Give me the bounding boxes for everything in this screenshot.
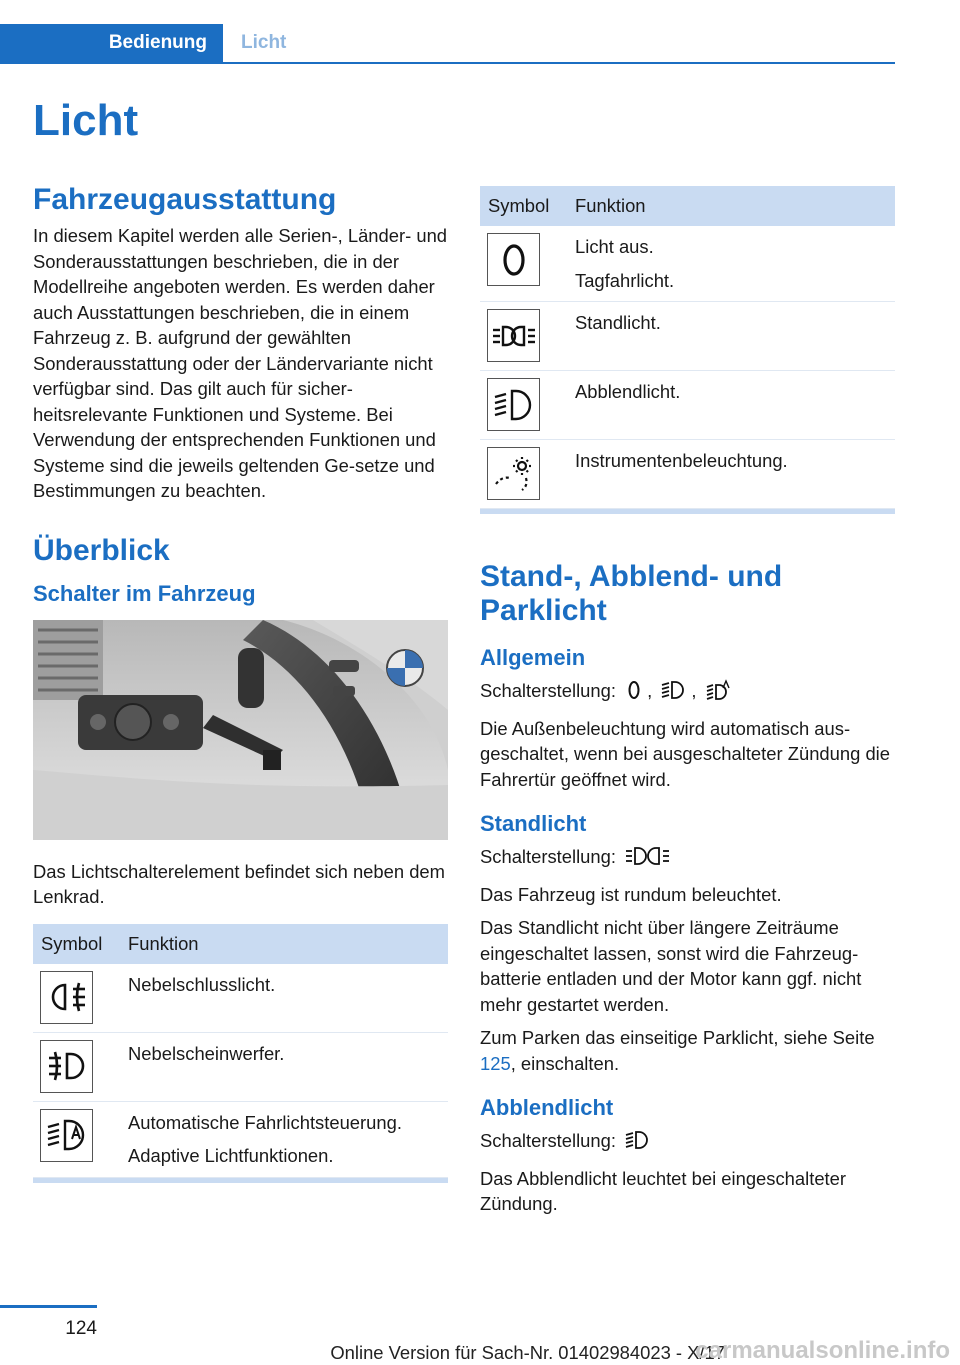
header-tabs: [0, 24, 895, 64]
low-beam-icon: [487, 378, 540, 431]
function-label: Nebelscheinwerfer.: [128, 1042, 285, 1064]
table-row: [33, 1101, 448, 1177]
parking-light-icon: [625, 845, 673, 874]
left-column: [33, 183, 448, 1183]
rear-fog-light-icon: [40, 971, 93, 1024]
page-number: 124: [65, 1318, 97, 1339]
watermark: carmanualsonline.info: [695, 1337, 950, 1364]
allgemein-text: Die Außenbeleuchtung wird automatisch aus-geschaltet, wenn bei ausgeschalteter Zündung die Fahrertür geöffnet wird.: [480, 717, 890, 790]
table-row: [480, 371, 895, 440]
function-label: Tagfahrlicht.: [575, 269, 675, 291]
abblendlicht-text: Das Abblendlicht leuchtet bei eingeschalteter Zündung.: [480, 1167, 847, 1214]
photo-caption: Das Lichtschalterelement befindet sich neben dem Lenkrad.: [33, 860, 445, 907]
switch-position-line: [480, 1128, 895, 1158]
function-label: Abblendlicht.: [575, 381, 681, 402]
right-column: [480, 186, 895, 1225]
table-bottom-bar: [33, 1178, 448, 1183]
footer-online-version: Online Version für Sach-Nr. 01402984023 - X/17: [330, 1342, 725, 1363]
table-row: [33, 1032, 448, 1101]
subsection-title-abblendlicht: Abblendlicht: [480, 1095, 614, 1120]
low-beam-icon: [625, 1129, 651, 1158]
section-text-fahrzeugausstattung: In diesem Kapitel werden alle Serien-, Länder- und Sonderausstattungen beschrieben, die in der Modellreihe angeboten werden. Es werden daher auch Ausstattungen beschrieben, die in einem Fahrzeug z. B. aufgrund der gewählten Sonderausstattung oder der Ländervariante nicht verfügbar sind. Das gilt auch für sicher-heitsrelevante Funktionen und Systeme. Bei Verwendung der entsprechenden Funktionen und Systeme sind die jeweils geltenden Ge-setze und Bestimmungen zu beachten.: [33, 225, 448, 501]
function-label: Instrumentenbeleuchtung.: [575, 450, 788, 471]
table-row: [480, 440, 895, 509]
instrument-lighting-icon: [487, 447, 540, 500]
table-header-row: [480, 186, 895, 226]
subsection-title-allgemein: Allgemein: [480, 645, 586, 670]
auto-headlight-icon: [40, 1109, 93, 1162]
function-label: Adaptive Lichtfunktionen.: [128, 1145, 334, 1166]
page-link-125[interactable]: 125: [480, 1052, 511, 1074]
col-function-header: Funktion: [124, 924, 448, 964]
low-beam-icon: [661, 679, 687, 708]
function-label: Nebelschlusslicht.: [128, 973, 276, 995]
footer-accent-line: [0, 1305, 97, 1308]
subsection-title-standlicht: Standlicht: [480, 811, 587, 836]
table-header-row: [33, 924, 448, 964]
table-row: [480, 226, 895, 302]
standlicht-text-3-pre: Zum Parken das einseitige Parklicht, siehe Seite: [480, 1027, 875, 1048]
section-title-ueberblick: Überblick: [33, 533, 170, 567]
function-label: Automatische Fahrlichtsteuerung.: [128, 1111, 402, 1133]
col-function-header: Funktion: [571, 186, 895, 226]
standlicht-text-3-post: , einschalten.: [510, 1052, 620, 1074]
section-title-fahrzeugausstattung: Fahrzeugausstattung: [33, 183, 337, 216]
separator: ,: [691, 680, 697, 701]
tab-bedienung[interactable]: Bedienung: [0, 24, 223, 62]
auto-headlight-icon: [706, 679, 732, 708]
zero-off-icon: [487, 233, 540, 286]
function-label: Standlicht.: [575, 312, 661, 333]
switch-position-label: Schalterstellung:: [480, 1130, 616, 1151]
left-symbol-table: [33, 924, 448, 1178]
table-bottom-bar: [480, 509, 895, 514]
col-symbol-header: Symbol: [480, 186, 571, 226]
standlicht-text-2: Das Standlicht nicht über längere Zeiträume eingeschaltet lassen, sonst wird die Fahrzeug-batterie entladen und der Motor kann ggf. nicht mehr gestartet werden.: [480, 917, 862, 1015]
right-symbol-table: [480, 186, 895, 509]
table-row: [33, 964, 448, 1033]
section-title-stand-abblend-parklicht: Stand-, Abblend- und Parklicht: [480, 560, 783, 627]
switch-position-line: [480, 678, 895, 708]
separator: ,: [647, 680, 653, 701]
switch-position-label: Schalterstellung:: [480, 846, 616, 867]
zero-off-icon: [625, 679, 643, 708]
table-row: [480, 302, 895, 371]
subsection-title-schalter: Schalter im Fahrzeug: [33, 580, 256, 606]
dashboard-light-switch-photo: [33, 620, 448, 840]
function-label: Licht aus.: [575, 236, 654, 257]
switch-position-label: Schalterstellung:: [480, 680, 616, 701]
standlicht-text-3: [480, 1025, 895, 1076]
tab-licht[interactable]: Licht: [241, 32, 287, 53]
page-title: Licht: [33, 96, 139, 145]
col-symbol-header: Symbol: [33, 924, 124, 964]
standlicht-text-1: Das Fahrzeug ist rundum beleuchtet.: [480, 883, 782, 905]
switch-position-line: [480, 844, 895, 874]
front-fog-light-icon: [40, 1040, 93, 1093]
parking-light-icon: [487, 309, 540, 362]
